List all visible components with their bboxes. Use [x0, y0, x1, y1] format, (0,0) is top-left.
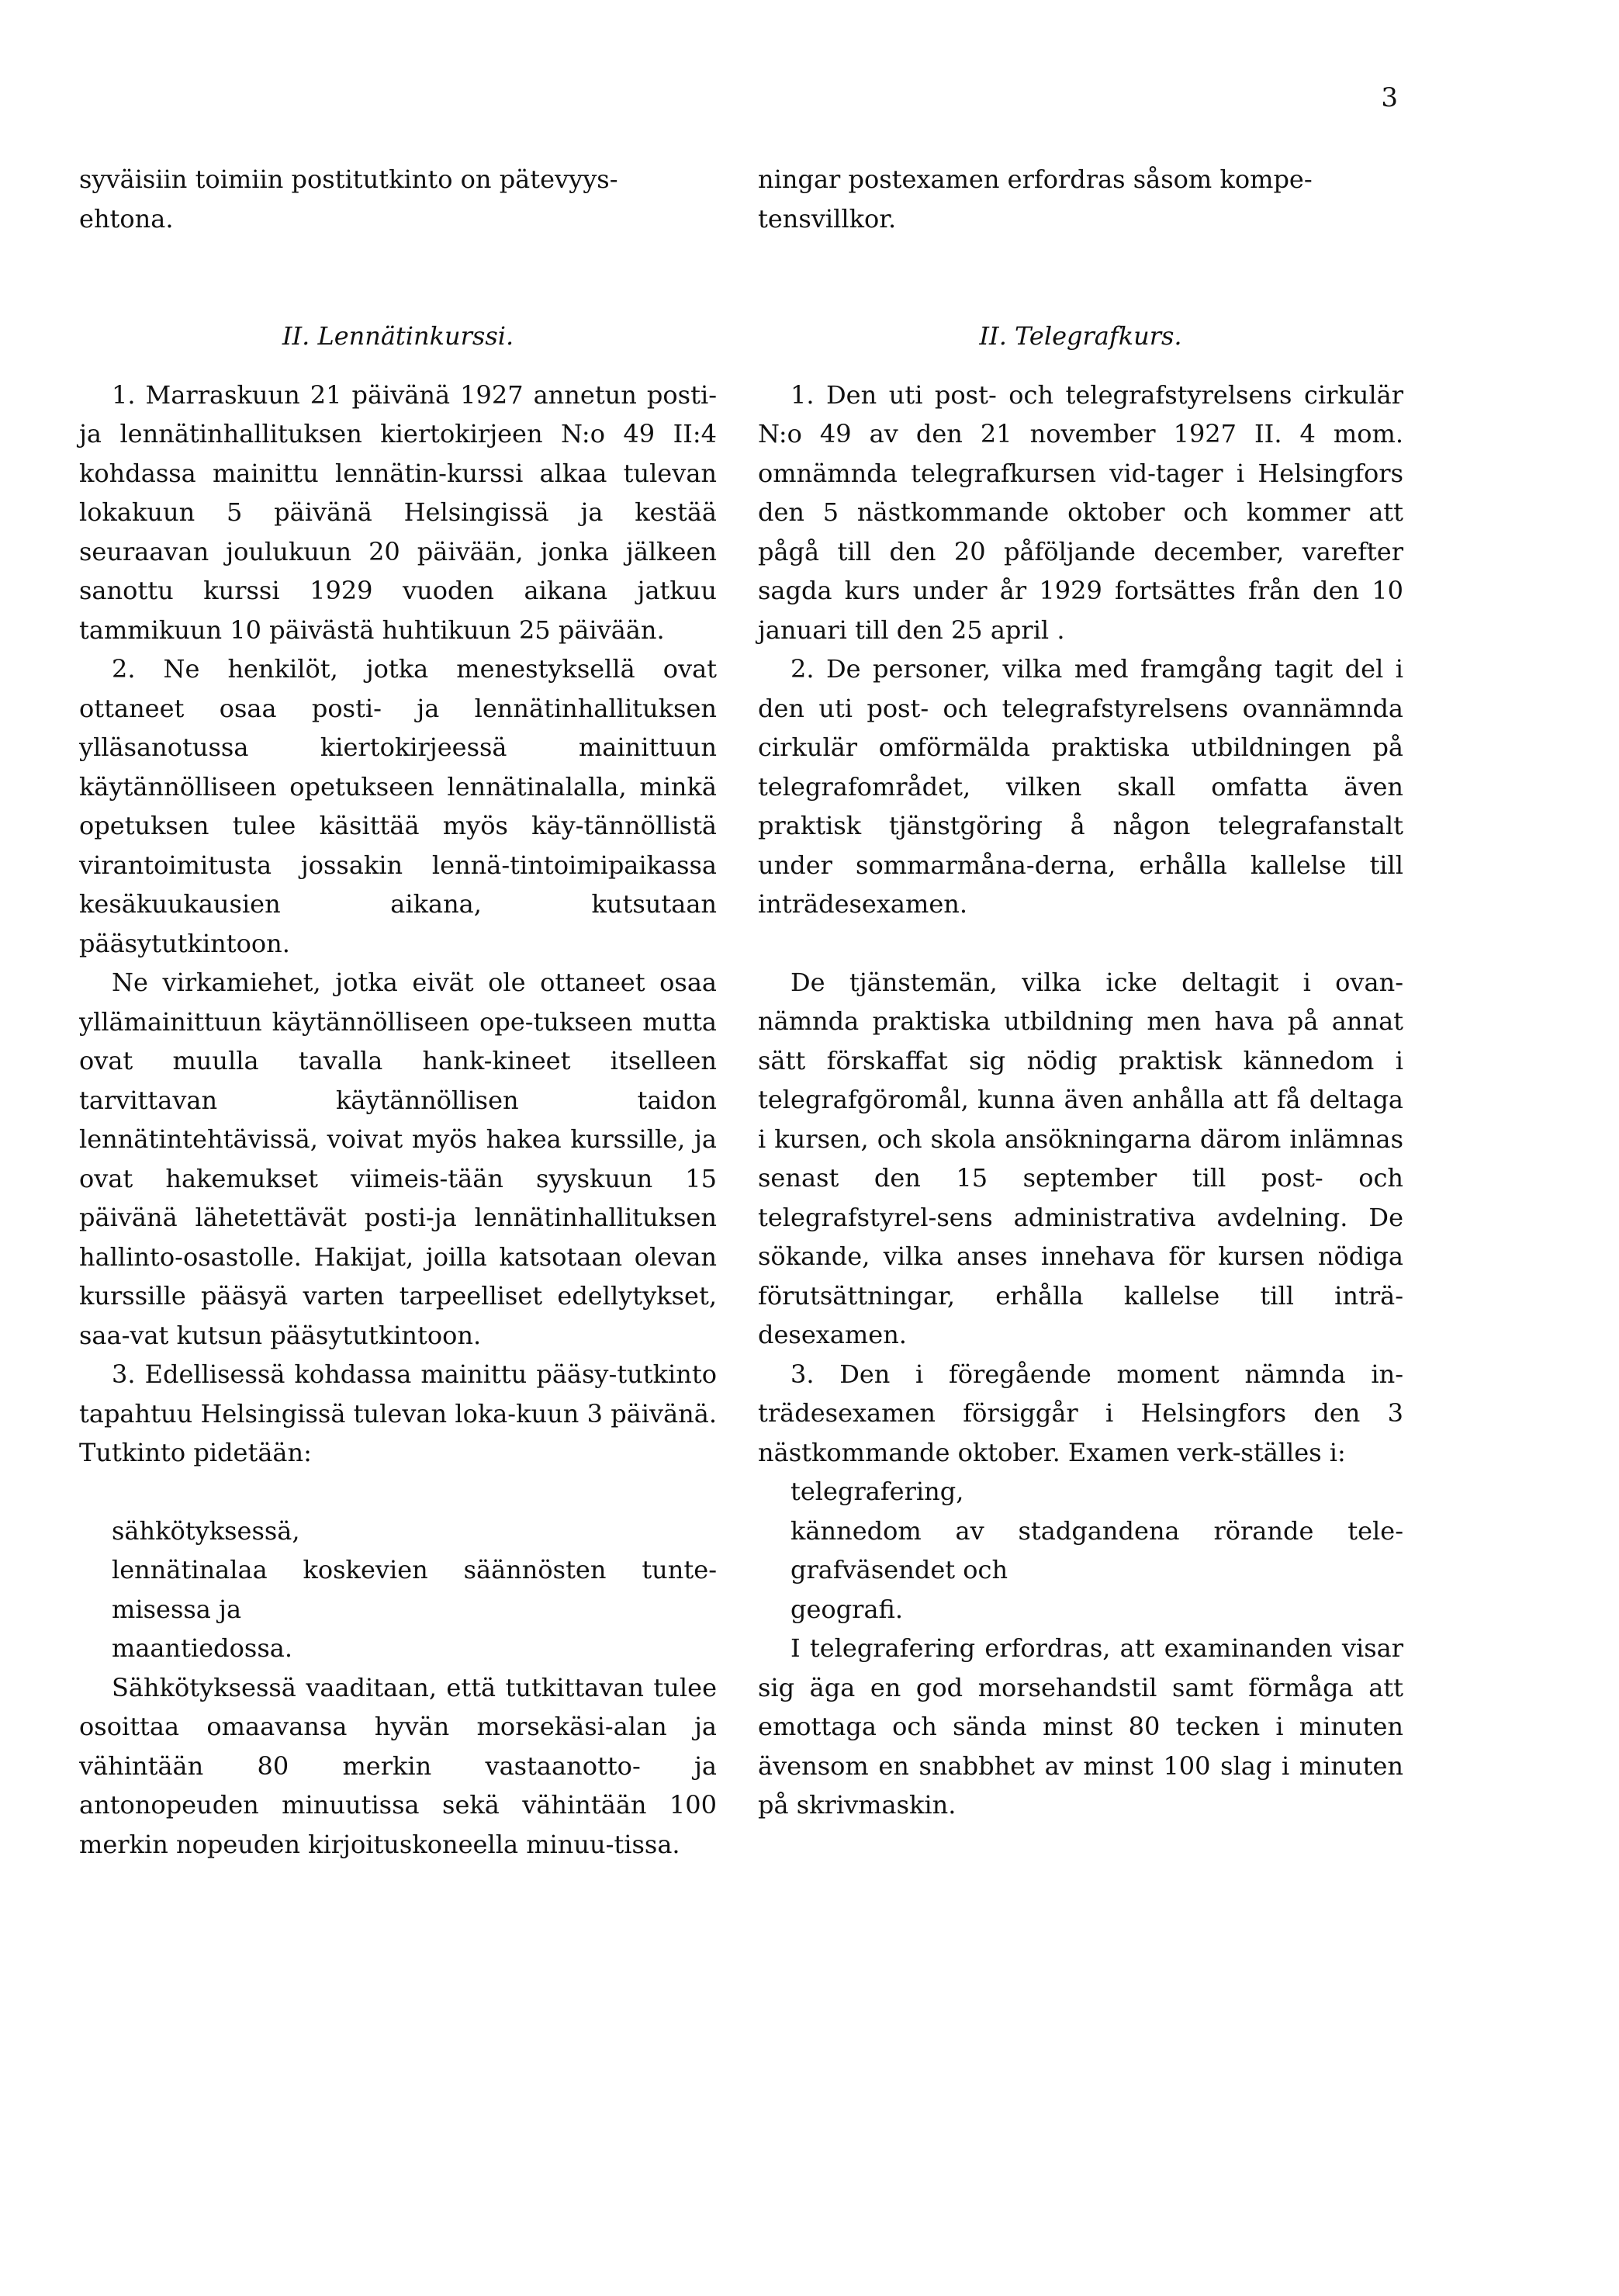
finnish-paragraph-3: Ne virkamiehet, jotka eivät ole ottaneet osaa yllämainittuun käytännölliseen ope-tukseen mutta ovat muulla tavalla hank-kineet itselleen tarvittavan käytännöllisen taidon lennätintehtävissä, voivat myös hakea kurssille, ja ovat hakemukset viimeis-tään syyskuun 15 päivänä lähetettävät posti-ja lennätinhallituksen hallinto-osastolle. Hakijat, joilla katsotaan olevan kurssille pääsyä varten tarpeelliset edellytykset, saa-vat kutsun pääsytutkintoon. — [79, 968, 717, 1350]
swedish-paragraph-2: 2. De personer, vilka med framgång tagit del i den uti post- och telegrafstyrelsens ovannämnda cirkulär omförmälda praktiska utbildningen på telegrafområdet, vilken skall omfatta även praktisk tjänstgöring å någon telegrafanstalt under sommarmåna-derna, erhålla kallelse till inträdesexamen. — [758, 654, 1403, 919]
page-number: 3 — [1381, 82, 1398, 113]
swedish-list-item: telegrafering, — [790, 1477, 964, 1506]
finnish-paragraph-4: 3. Edellisessä kohdassa mainittu pääsy-tutkinto tapahtuu Helsingissä tulevan loka-kuun 3 päivänä. Tutkinto pidetään: — [79, 1359, 717, 1467]
finnish-intro: syväisiin toimiin postitutkinto on pätevyys- ehtona. — [79, 164, 618, 234]
swedish-paragraph-4: 3. Den i föregående moment nämnda in-trädesexamen försiggår i Helsingfors den 3 nästkommande oktober. Examen verk-ställes i: — [758, 1359, 1403, 1467]
swedish-section-heading: II. Telegrafkurs. — [979, 321, 1182, 351]
finnish-column — [79, 160, 717, 1864]
swedish-column — [758, 160, 1403, 1825]
finnish-paragraph-2: 2. Ne henkilöt, jotka menestyksellä ovat ottaneet osaa posti- ja lennätinhallituksen ylläsanotussa kiertokirjeessä mainittuun käytännölliseen opetukseen lennätinalalla, minkä opetuksen tulee käsittää myös käy-tännöllistä virantoimitusta jossakin lennä-tintoimipaikassa kesäkuukausien aikana, kutsutaan pääsytutkintoon. — [79, 654, 717, 958]
swedish-paragraph-3: De tjänstemän, vilka icke deltagit i ovan-nämnda praktiska utbildning men hava på annat sätt förskaffat sig nödig praktisk kännedom i telegrafgöromål, kunna även anhålla att få deltaga i kursen, och skola ansökningarna därom inlämnas senast den 15 september till post- och telegrafstyrel-sens administrativa avdelning. De sökande, vilka anses innehava för kursen nödiga förutsättningar, erhålla kallelse till inträ-desexamen. — [758, 967, 1403, 1349]
finnish-paragraph-5: Sähkötyksessä vaaditaan, että tutkittavan tulee osoittaa omaavansa hyvän morsekäsi-alan ja vähintään 80 merkin vastaanotto- ja antonopeuden minuutissa sekä vähintään 100 merkin nopeuden kirjoituskoneella minuu-tissa. — [79, 1672, 717, 1859]
swedish-paragraph-1: 1. Den uti post- och telegrafstyrelsens cirkulär N:o 49 av den 21 november 1927 II. 4 mom. omnämnda telegrafkursen vid-tager i Helsingfors den 5 nästkommande oktober och kommer att pågå till den 20 påföljande december, varefter sagda kurs under år 1929 fortsättes från den 10 januari till den 25 april . — [758, 379, 1403, 645]
finnish-paragraph-1: 1. Marraskuun 21 päivänä 1927 annetun posti- ja lennätinhallituksen kiertokirjeen N:o 49 II:4 kohdassa mainittu lennätin-kurssi alkaa tulevan lokakuun 5 päivänä Helsingissä ja kestää seuraavan joulukuun 20 päivään, jonka jälkeen sanottu kurssi 1929 vuoden aikana jatkuu tammikuun 10 päivästä huhtikuun 25 päivään. — [79, 379, 717, 645]
finnish-list-item: sähkötyksessä, — [112, 1515, 300, 1546]
finnish-list-item: maantiedossa. — [112, 1633, 292, 1663]
swedish-intro: ningar postexamen erfordras såsom kompe- tensvillkor. — [758, 164, 1313, 234]
swedish-list-item: geografi. — [790, 1594, 904, 1624]
finnish-section-heading: II. Lennätinkurssi. — [282, 321, 514, 351]
swedish-paragraph-5: I telegrafering erfordras, att examinanden visar sig äga en god morsehandstil samt förmåga att emottaga och sända minst 80 tecken i minuten ävensom en snabbhet av minst 100 slag i minuten på skrivmaskin. — [758, 1633, 1403, 1820]
finnish-list-item: lennätinalaa koskevien säännösten tunte-misessa ja — [112, 1555, 717, 1624]
swedish-list-item: kännedom av stadgandena rörande tele-grafväsendet och — [790, 1515, 1403, 1584]
